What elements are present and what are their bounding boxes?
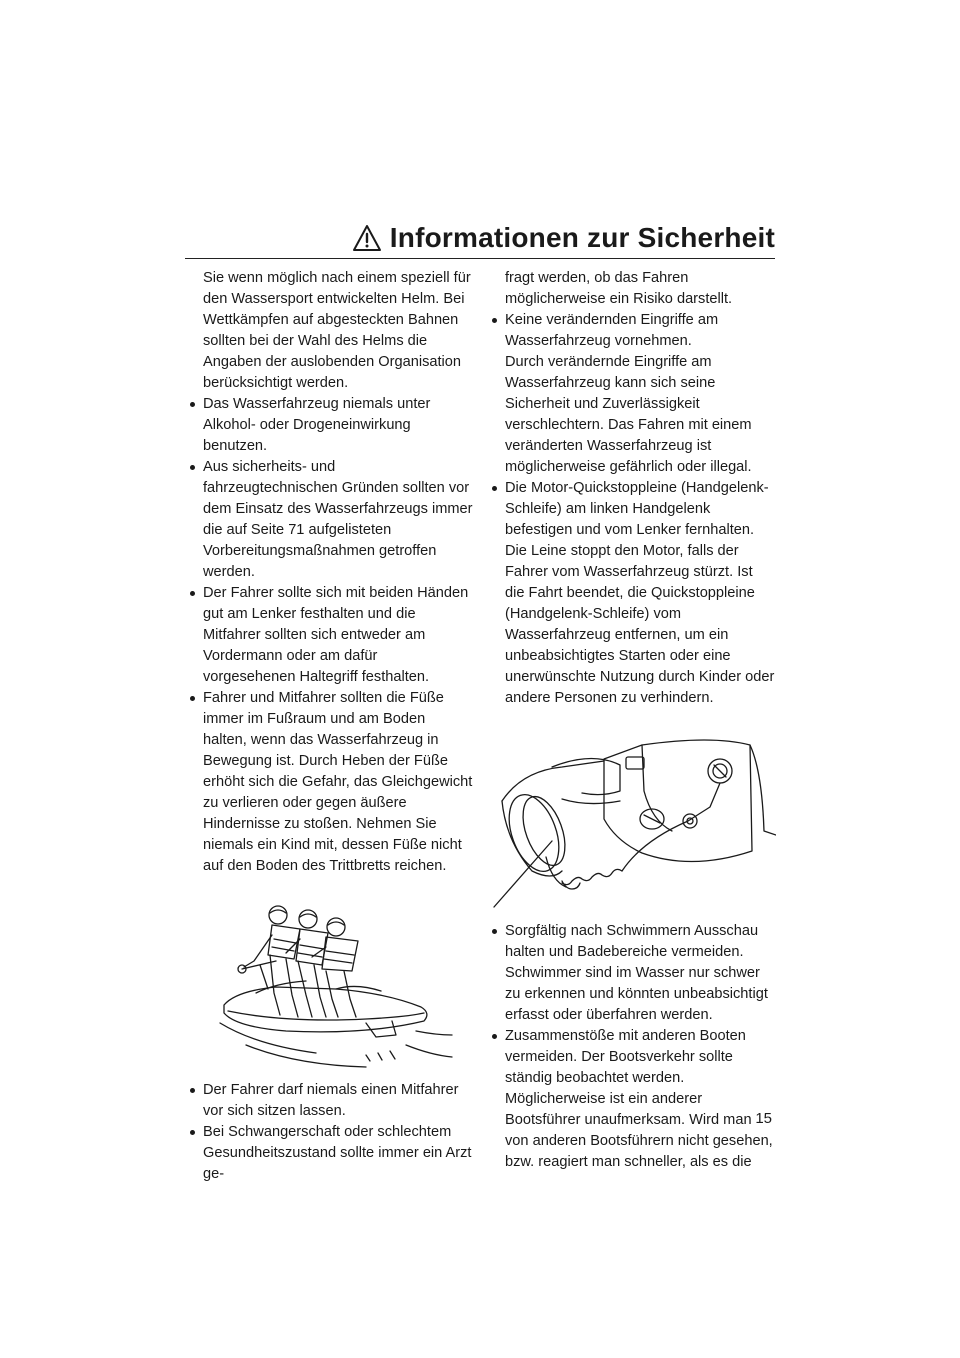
bullet-item: Zusammenstöße mit anderen Booten vermeiden. Der Bootsverkehr sollte ständig beobachtet werden. Möglicherweise ist ein anderer Bootsführer unaufmerksam. Wird man von anderen Bootsführern nicht gesehen, bzw. reagiert man schneller, als es die — [490, 1026, 775, 1173]
bullet-item: Sorgfältig nach Schwimmern Ausschau halten und Badebereiche vermeiden. Schwimmer sind im Wasser nur schwer zu erkennen und könnten unbeabsichtigt erfasst oder überfahren werden. — [490, 921, 775, 1026]
left-column — [188, 268, 473, 1185]
warning-triangle-icon — [352, 224, 382, 252]
right-column — [490, 268, 775, 1173]
bullet-item: Keine verändernden Eingriffe am Wasserfahrzeug vornehmen. — [490, 310, 775, 352]
header-rule — [185, 258, 775, 259]
page-title: Informationen zur Sicherheit — [389, 222, 775, 253]
jetski-riders-illustration — [216, 895, 456, 1070]
bullet-body: Durch verändernde Eingriffe am Wasserfahrzeug kann sich seine Sicherheit und Zuverlässigkeit verschlechtern. Das Fahren mit einem veränderten Wasserfahrzeug ist möglicherweise gefährlich oder illegal. — [505, 354, 752, 475]
bullet-item: Die Motor-Quickstoppleine (Handgelenk-Schleife) am linken Handgelenk befestigen und vom Lenker fernhalten. Die Leine stoppt den Motor, falls der Fahrer vom Wasserfahrzeug stürzt. Ist die Fahrt beendet, die Quickstoppleine (Handgelenk-Schleife) vom Wasserfahrzeug entfernen, um ein unbeabsichtigtes Starten oder eine unerwünschte Nutzung durch Kinder oder andere Personen zu verhindern. — [490, 478, 775, 709]
bullet-item: Fahrer und Mitfahrer sollten die Füße immer im Fußraum und am Boden halten, wenn das Wasserfahrzeug in Bewegung ist. Durch Heben der Füße erhöht sich die Gefahr, das Gleichgewicht zu verlieren oder gegen äußere Hindernisse zu stoßen. Nehmen Sie niemals ein Kind mit, dessen Füße nicht auf den Boden des Trittbretts reichen. — [188, 688, 473, 877]
bullet-item: Bei Schwangerschaft oder schlechtem Gesundheitszustand sollte immer ein Arzt ge- — [188, 1122, 473, 1185]
left-intro-paragraph: Sie wenn möglich nach einem speziell für den Wassersport entwickelten Helm. Bei Wettkämpfen auf abgesteckten Bahnen sollten bei der Wahl des Helms die Angaben der auslobenden Organisation berücksichtigt werden. — [203, 270, 471, 391]
bullet-item: Der Fahrer darf niemals einen Mitfahrer vor sich sitzen lassen. — [188, 1080, 473, 1122]
page-header — [185, 222, 775, 254]
right-intro-paragraph: fragt werden, ob das Fahren möglicherweise ein Risiko darstellt. — [505, 270, 733, 307]
bullet-item: Das Wasserfahrzeug niemals unter Alkohol- oder Drogeneinwirkung benutzen. — [188, 394, 473, 457]
page-number: 15 — [755, 1110, 772, 1127]
bullet-item: Aus sicherheits- und fahrzeugtechnischen Gründen sollten vor dem Einsatz des Wasserfahrzeugs immer die auf Seite 71 aufgelisteten Vorbereitungsmaßnahmen getroffen werden. — [188, 457, 473, 583]
bullet-item: Der Fahrer sollte sich mit beiden Händen gut am Lenker festhalten und die Mitfahrer sollten sich entweder am Vordermann oder am dafür vorgesehenen Haltegriff festhalten. — [188, 583, 473, 688]
quickstop-lanyard-illustration — [492, 731, 776, 911]
